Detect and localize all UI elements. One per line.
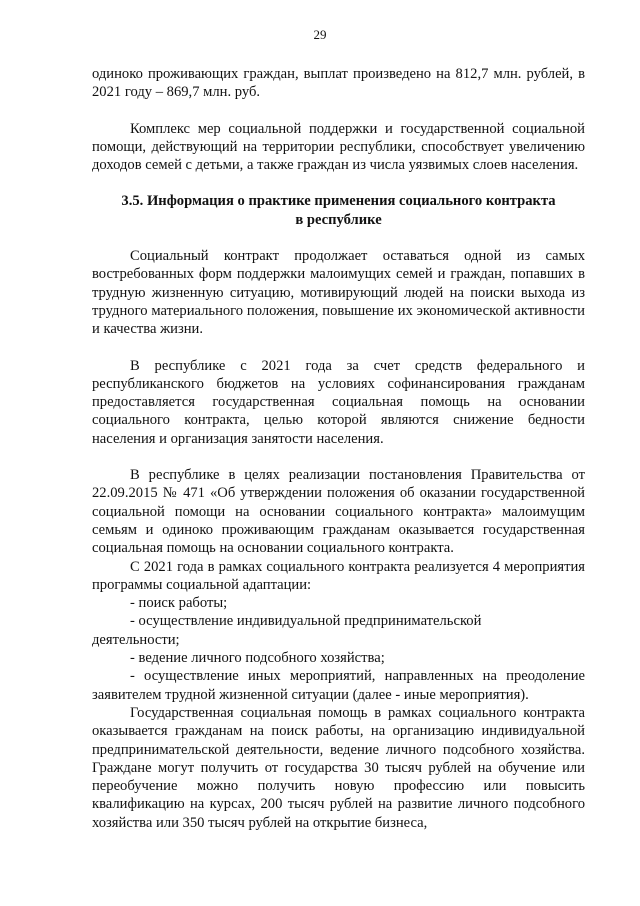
paragraph-continuation: одиноко проживающих граждан, выплат произведено на 812,7 млн. рублей, в 2021 году – 869,7 млн. руб.	[92, 66, 585, 101]
section-heading-line2: в республике	[295, 211, 382, 228]
paragraph-adaptation-program: С 2021 года в рамках социального контракта реализуется 4 мероприятия программы социальной адаптации:	[92, 558, 585, 593]
paragraph-social-contract: Социальный контракт продолжает оставаться одной из самых востребованных форм поддержки малоимущих семей и граждан, попавших в трудную жизненную ситуацию, мотивирующий людей на поиски выхода из трудного материального положения, повышение их экономической активности и качества жизни.	[92, 248, 585, 338]
document-body	[92, 65, 585, 832]
section-heading	[92, 192, 585, 229]
list-item: - поиск работы;	[130, 595, 228, 612]
list-item: - осуществление иных мероприятий, направленных на преодоление заявителем трудной жизненной ситуации (далее - иные мероприятия).	[92, 668, 585, 703]
paragraph-social-support: Комплекс мер социальной поддержки и государственной социальной помощи, действующий на территории республики, способствует увеличению доходов семей с детьми, а также граждан из числа уязвимых слоев населения.	[92, 120, 585, 174]
list-item: - осуществление индивидуальной предпринимательской	[130, 613, 482, 630]
page-number: 29	[313, 27, 327, 42]
paragraph-assistance-amounts: Государственная социальная помощь в рамках социального контракта оказывается гражданам на поиск работы, на организацию индивидуальной предпринимательской деятельности, ведение личного подсобного хозяйства. Граждане могут получить от государства 30 тысяч рублей на обучение или переобучение можно получить новую профессию или повысить квалификацию на курсах, 200 тысяч рублей на развитие личного подсобного хозяйства или 350 тысяч рублей на открытие бизнеса,	[92, 704, 585, 831]
list-item: деятельности;	[92, 631, 180, 648]
measures-list	[92, 594, 585, 704]
paragraph-government-decree: В республике в целях реализации постановления Правительства от 22.09.2015 № 471 «Об утверждении положения об оказании государственной социальной помощи на основании социального контракта» малоимущим семьям и одиноко проживающим гражданам оказывается государственная социальная помощь на основании социального контракта.	[92, 467, 585, 557]
section-heading-line1: 3.5. Информация о практике применения социального контракта	[121, 193, 556, 210]
list-item: - ведение личного подсобного хозяйства;	[130, 650, 385, 667]
paragraph-since-2021: В республике с 2021 года за счет средств федерального и республиканского бюджетов на условиях софинансирования гражданам предоставляется государственная социальная помощь на основании социального контракта, целью которой являются снижение бедности населения и организация занятости населения.	[92, 357, 585, 447]
